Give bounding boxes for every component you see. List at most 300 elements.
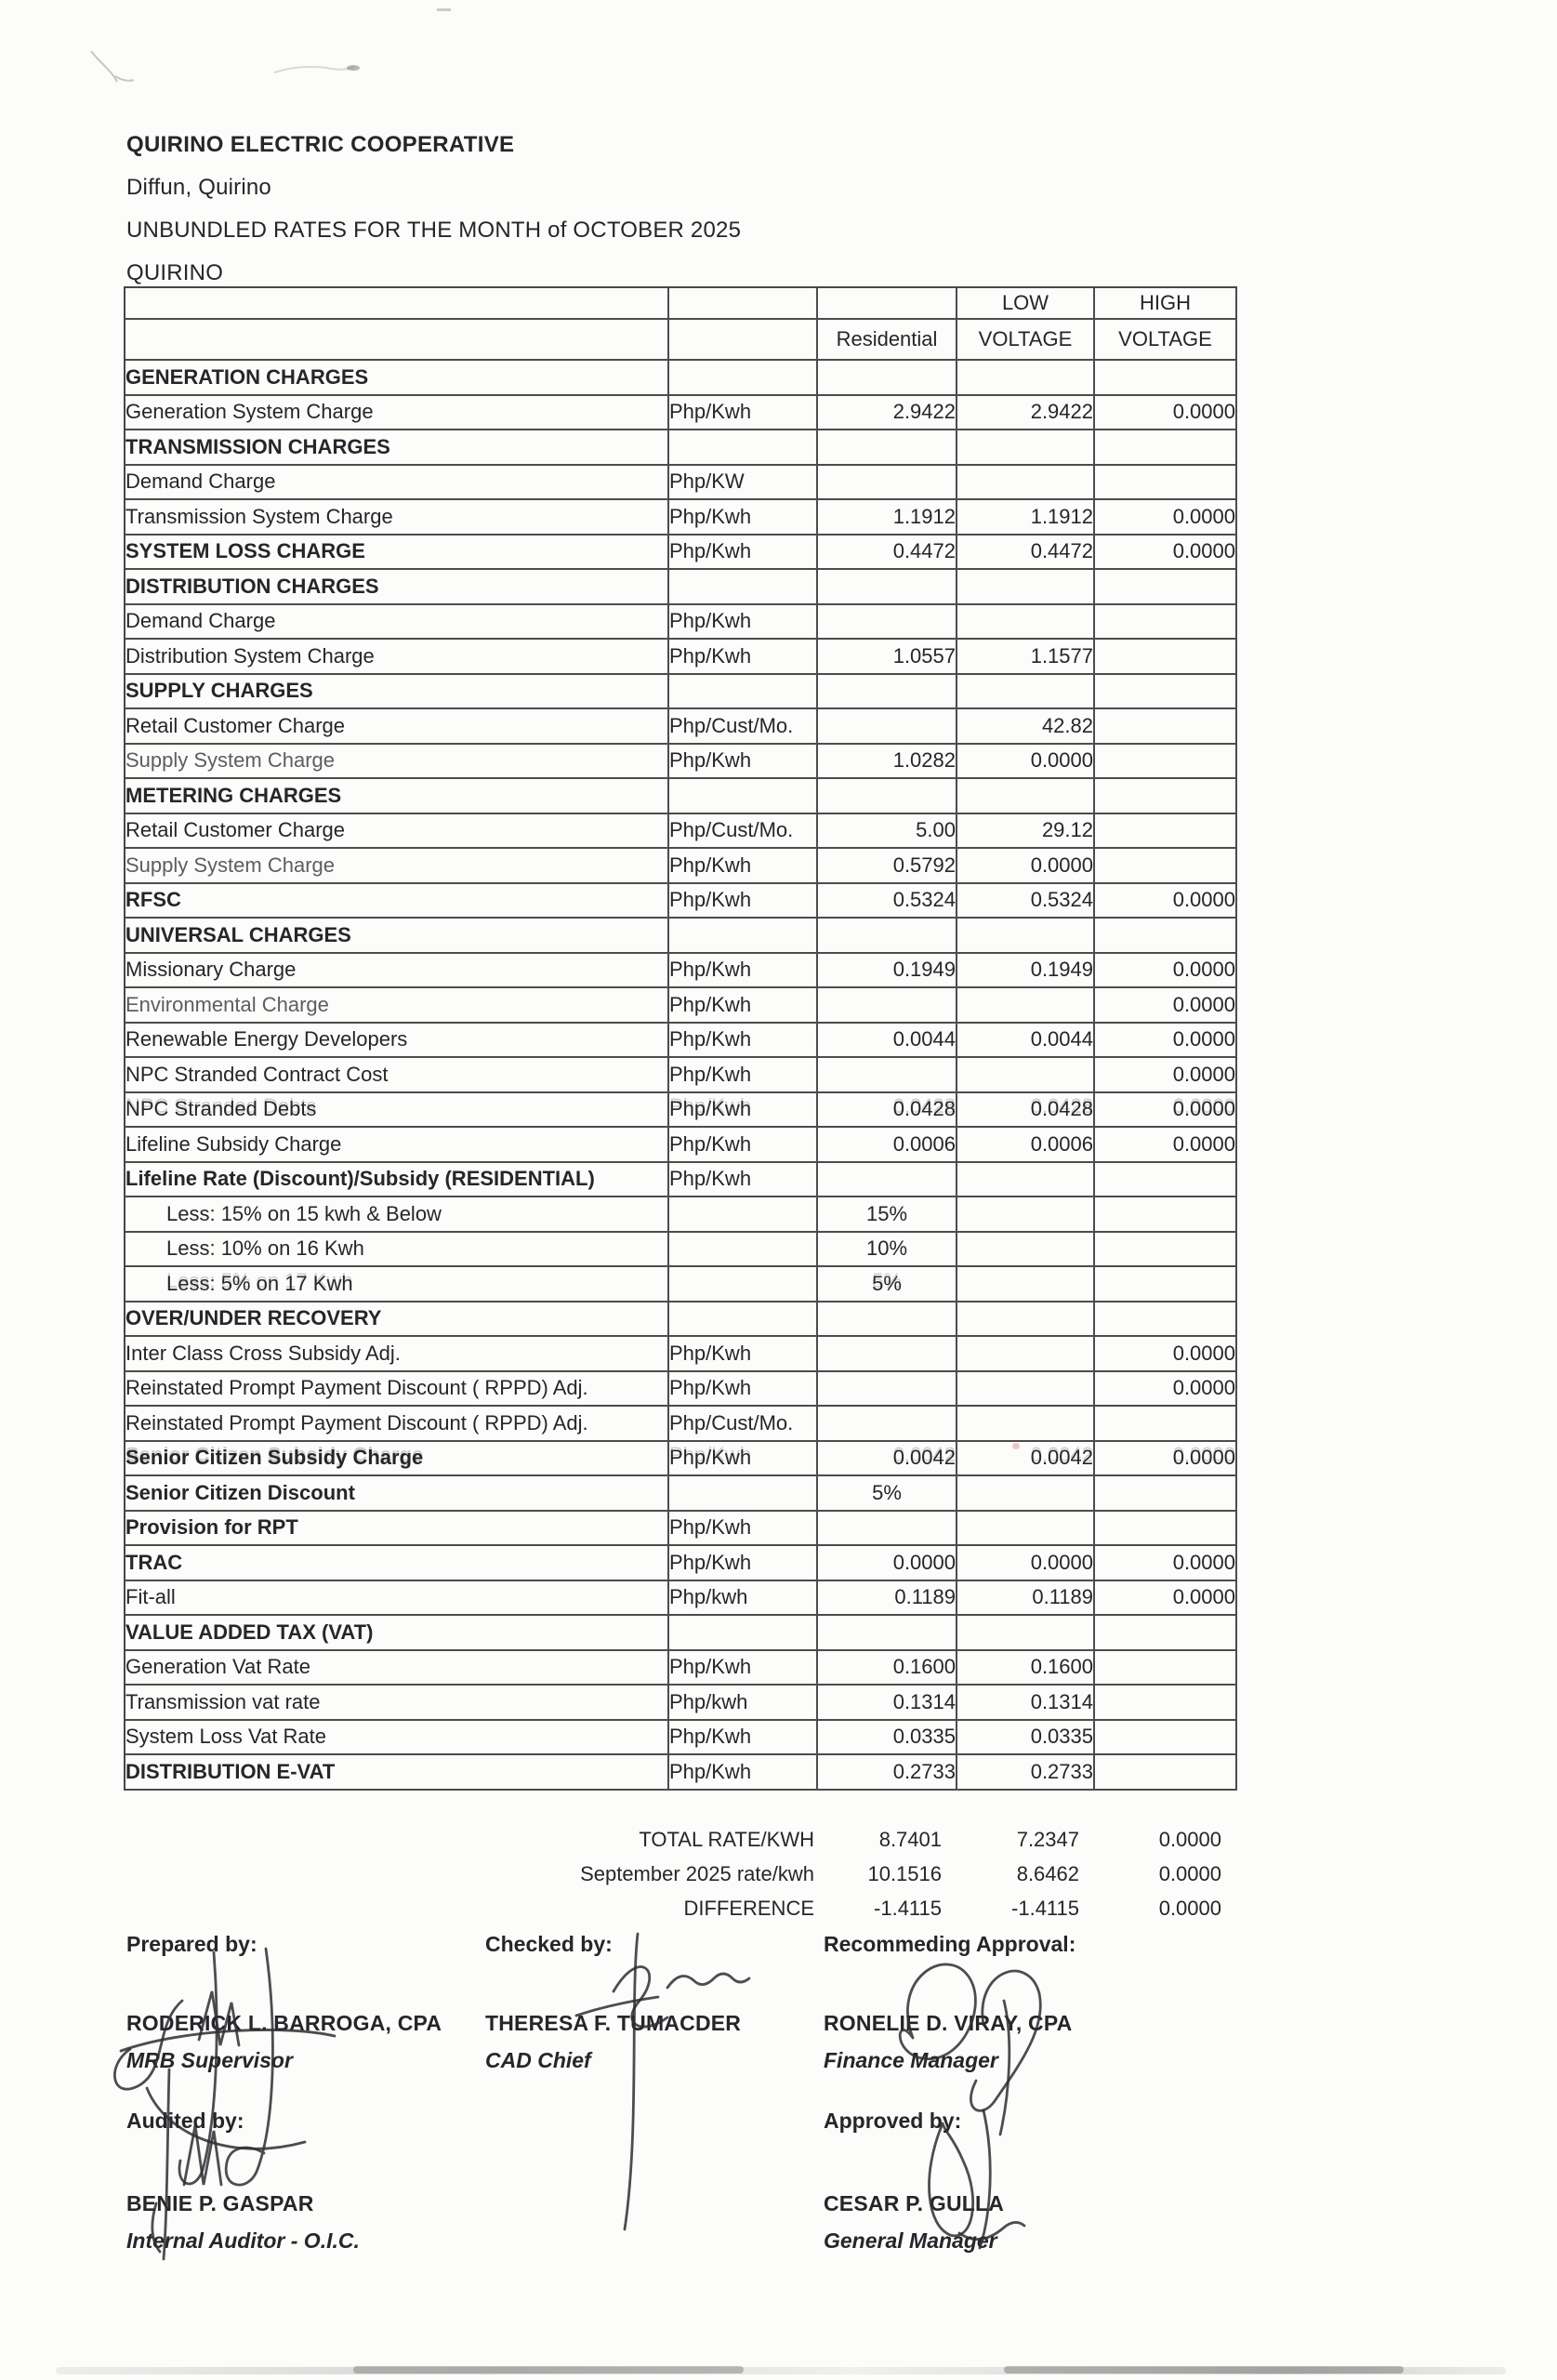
signoff-audited <box>126 2109 517 2254</box>
checked-by-title: CAD Chief <box>485 2048 591 2072</box>
row-low-voltage-value: 0.0042 <box>957 1442 1095 1477</box>
row-low-voltage-value: 0.0428 <box>957 1093 1095 1129</box>
row-low-voltage-value <box>957 1163 1095 1198</box>
row-label: NPC Stranded Debts <box>125 1093 669 1129</box>
row-unit: Php/Kwh <box>669 605 818 641</box>
scan-artifact <box>74 28 409 102</box>
row-unit: Php/Kwh <box>669 1058 818 1093</box>
document-header <box>126 124 741 295</box>
row-label: Provision for RPT <box>125 1512 669 1547</box>
row-residential-value: 0.5324 <box>818 884 957 919</box>
row-high-voltage-value: 0.0000 <box>1095 1058 1237 1093</box>
col-high-voltage-line2: VOLTAGE <box>1095 320 1237 361</box>
summary-label: TOTAL RATE/KWH <box>639 1827 814 1851</box>
table-row <box>125 1651 1237 1686</box>
table-row <box>125 1546 1237 1581</box>
row-unit: Php/Kwh <box>669 500 818 536</box>
row-residential-value <box>818 1512 957 1547</box>
row-label: Retail Customer Charge <box>125 814 669 850</box>
row-unit: Php/Kwh <box>669 1512 818 1547</box>
row-high-voltage-value <box>1095 849 1237 884</box>
table-header-row-1 <box>125 288 1237 320</box>
row-low-voltage-value <box>957 466 1095 501</box>
row-high-voltage-value <box>1095 675 1237 710</box>
row-residential-value: 2.9422 <box>818 396 957 431</box>
scan-edge-bar <box>353 2366 744 2373</box>
table-row <box>125 1686 1237 1721</box>
table-row <box>125 1163 1237 1198</box>
table-row <box>125 814 1237 850</box>
row-high-voltage-value: 0.0000 <box>1095 1372 1237 1408</box>
row-high-voltage-value <box>1095 814 1237 850</box>
audited-by-title: Internal Auditor - O.I.C. <box>126 2228 360 2253</box>
row-unit: Php/Cust/Mo. <box>669 1407 818 1442</box>
row-label: SYSTEM LOSS CHARGE <box>125 536 669 571</box>
row-high-voltage-value <box>1095 1407 1237 1442</box>
summary-high-voltage-value: 0.0000 <box>1158 1827 1221 1851</box>
row-low-voltage-value <box>957 1512 1095 1547</box>
row-high-voltage-value <box>1095 361 1237 396</box>
row-high-voltage-value <box>1095 1267 1237 1302</box>
row-label: Reinstated Prompt Payment Discount ( RPPD) Adj. <box>125 1407 669 1442</box>
row-unit: Php/Kwh <box>669 1337 818 1372</box>
table-row <box>125 1581 1237 1617</box>
row-low-voltage-value <box>957 605 1095 641</box>
row-residential-value <box>818 1058 957 1093</box>
row-label: GENERATION CHARGES <box>125 361 669 396</box>
row-residential-value: 5% <box>818 1267 957 1302</box>
row-label: Transmission System Charge <box>125 500 669 536</box>
row-low-voltage-value <box>957 919 1095 954</box>
col-low-voltage-line1: LOW <box>957 288 1095 320</box>
row-unit: Php/Kwh <box>669 1651 818 1686</box>
summary-block <box>124 1822 1235 1925</box>
row-label: Less: 15% on 15 kwh & Below <box>125 1197 669 1233</box>
row-label: Supply System Charge <box>125 849 669 884</box>
row-unit <box>669 1476 818 1512</box>
row-label: METERING CHARGES <box>125 779 669 814</box>
row-residential-value: 0.2733 <box>818 1755 957 1791</box>
table-row <box>125 1233 1237 1268</box>
table-row <box>125 605 1237 641</box>
row-unit <box>669 779 818 814</box>
summary-low-voltage-value: 7.2347 <box>1016 1827 1079 1851</box>
row-unit: Php/Kwh <box>669 954 818 989</box>
row-unit: Php/Kwh <box>669 745 818 780</box>
summary-label: September 2025 rate/kwh <box>580 1861 814 1885</box>
row-label: OVER/UNDER RECOVERY <box>125 1302 669 1338</box>
header-blank <box>818 288 957 320</box>
row-label: VALUE ADDED TAX (VAT) <box>125 1616 669 1651</box>
recommending-approval-name: RONELIE D. VIRAY, CPA <box>824 2011 1073 2035</box>
summary-label: DIFFERENCE <box>683 1896 814 1920</box>
prepared-by-name: RODERICK L. BARROGA, CPA <box>126 2011 442 2035</box>
scan-artifact <box>437 8 451 11</box>
row-label: Fit-all <box>125 1581 669 1617</box>
row-unit <box>669 430 818 466</box>
header-blank <box>125 320 669 361</box>
rates-table-body <box>125 361 1237 1791</box>
row-label: Inter Class Cross Subsidy Adj. <box>125 1337 669 1372</box>
row-high-voltage-value <box>1095 640 1237 675</box>
summary-high-voltage-value: 0.0000 <box>1158 1896 1221 1920</box>
row-high-voltage-value: 0.0000 <box>1095 500 1237 536</box>
row-high-voltage-value: 0.0000 <box>1095 1546 1237 1581</box>
row-high-voltage-value: 0.0000 <box>1095 536 1237 571</box>
row-residential-value <box>818 361 957 396</box>
row-unit <box>669 1233 818 1268</box>
row-low-voltage-value <box>957 1337 1095 1372</box>
summary-high-voltage-value: 0.0000 <box>1158 1861 1221 1885</box>
row-low-voltage-value <box>957 1058 1095 1093</box>
row-high-voltage-value: 0.0000 <box>1095 1581 1237 1617</box>
row-label: Lifeline Subsidy Charge <box>125 1128 669 1163</box>
row-high-voltage-value: 0.0000 <box>1095 1024 1237 1059</box>
col-high-voltage-line1: HIGH <box>1095 288 1237 320</box>
row-unit <box>669 361 818 396</box>
row-high-voltage-value <box>1095 1755 1237 1791</box>
row-unit: Php/Kwh <box>669 640 818 675</box>
table-row <box>125 1616 1237 1651</box>
row-low-voltage-value <box>957 1233 1095 1268</box>
row-label: Lifeline Rate (Discount)/Subsidy (RESIDENTIAL) <box>125 1163 669 1198</box>
row-low-voltage-value: 0.0335 <box>957 1721 1095 1756</box>
table-row <box>125 709 1237 745</box>
row-high-voltage-value <box>1095 1721 1237 1756</box>
summary-row <box>124 1822 1235 1857</box>
org-name: QUIRINO ELECTRIC COOPERATIVE <box>126 132 515 157</box>
row-low-voltage-value <box>957 1372 1095 1408</box>
row-residential-value <box>818 1616 957 1651</box>
row-residential-value: 0.1314 <box>818 1686 957 1721</box>
row-high-voltage-value <box>1095 745 1237 780</box>
row-residential-value <box>818 675 957 710</box>
row-low-voltage-value: 1.1577 <box>957 640 1095 675</box>
row-residential-value: 0.4472 <box>818 536 957 571</box>
row-high-voltage-value <box>1095 605 1237 641</box>
row-label: RFSC <box>125 884 669 919</box>
summary-low-voltage-value: 8.6462 <box>1016 1861 1079 1885</box>
row-label: Generation System Charge <box>125 396 669 431</box>
table-row <box>125 1128 1237 1163</box>
row-unit: Php/Cust/Mo. <box>669 709 818 745</box>
table-row <box>125 1755 1237 1791</box>
row-label: TRAC <box>125 1546 669 1581</box>
row-label: System Loss Vat Rate <box>125 1721 669 1756</box>
row-unit <box>669 1302 818 1338</box>
row-label: Reinstated Prompt Payment Discount ( RPPD) Adj. <box>125 1372 669 1408</box>
row-label: Less: 10% on 16 Kwh <box>125 1233 669 1268</box>
row-low-voltage-value: 0.1314 <box>957 1686 1095 1721</box>
table-row <box>125 1372 1237 1408</box>
row-unit: Php/Cust/Mo. <box>669 814 818 850</box>
row-label: SUPPLY CHARGES <box>125 675 669 710</box>
row-residential-value: 10% <box>818 1233 957 1268</box>
row-residential-value: 0.0000 <box>818 1546 957 1581</box>
row-unit <box>669 1197 818 1233</box>
row-residential-value: 5% <box>818 1476 957 1512</box>
table-row <box>125 466 1237 501</box>
row-high-voltage-value <box>1095 919 1237 954</box>
row-low-voltage-value <box>957 988 1095 1024</box>
row-low-voltage-value <box>957 430 1095 466</box>
header-blank <box>669 320 818 361</box>
row-residential-value: 5.00 <box>818 814 957 850</box>
signoff-recommending <box>824 1932 1214 2073</box>
checked-by-label: Checked by: <box>485 1932 613 1956</box>
row-low-voltage-value <box>957 361 1095 396</box>
row-residential-value: 0.0044 <box>818 1024 957 1059</box>
row-residential-value <box>818 1163 957 1198</box>
row-residential-value: 0.5792 <box>818 849 957 884</box>
row-label: DISTRIBUTION CHARGES <box>125 570 669 605</box>
row-low-voltage-value: 2.9422 <box>957 396 1095 431</box>
row-label: Transmission vat rate <box>125 1686 669 1721</box>
row-unit: Php/Kwh <box>669 1128 818 1163</box>
row-low-voltage-value: 0.1189 <box>957 1581 1095 1617</box>
table-row <box>125 640 1237 675</box>
row-residential-value: 0.0335 <box>818 1721 957 1756</box>
table-row <box>125 675 1237 710</box>
summary-residential-value: -1.4115 <box>874 1896 942 1920</box>
row-high-voltage-value <box>1095 1686 1237 1721</box>
row-residential-value: 0.0006 <box>818 1128 957 1163</box>
row-low-voltage-value: 0.1600 <box>957 1651 1095 1686</box>
table-row <box>125 779 1237 814</box>
table-row <box>125 1442 1237 1477</box>
table-header-row-2 <box>125 320 1237 361</box>
row-unit: Php/Kwh <box>669 1093 818 1129</box>
row-label: Distribution System Charge <box>125 640 669 675</box>
table-row <box>125 919 1237 954</box>
header-blank <box>669 288 818 320</box>
row-residential-value <box>818 709 957 745</box>
row-unit <box>669 1267 818 1302</box>
row-low-voltage-value: 29.12 <box>957 814 1095 850</box>
row-residential-value <box>818 1302 957 1338</box>
row-residential-value <box>818 466 957 501</box>
table-row <box>125 1512 1237 1547</box>
row-low-voltage-value <box>957 675 1095 710</box>
row-low-voltage-value: 1.1912 <box>957 500 1095 536</box>
table-row <box>125 988 1237 1024</box>
row-residential-value: 0.1949 <box>818 954 957 989</box>
row-high-voltage-value <box>1095 1302 1237 1338</box>
row-residential-value: 0.1189 <box>818 1581 957 1617</box>
header-blank <box>125 288 669 320</box>
row-low-voltage-value <box>957 1302 1095 1338</box>
table-row <box>125 396 1237 431</box>
row-label: Demand Charge <box>125 605 669 641</box>
table-row <box>125 361 1237 396</box>
row-high-voltage-value <box>1095 466 1237 501</box>
table-row <box>125 1721 1237 1756</box>
coverage-area: QUIRINO <box>126 260 224 285</box>
row-unit: Php/Kwh <box>669 396 818 431</box>
row-residential-value: 0.0042 <box>818 1442 957 1477</box>
row-unit: Php/Kwh <box>669 1546 818 1581</box>
signoff-checked <box>485 1932 876 2073</box>
row-high-voltage-value <box>1095 1512 1237 1547</box>
row-high-voltage-value: 0.0000 <box>1095 954 1237 989</box>
signoff-prepared <box>126 1932 517 2073</box>
row-low-voltage-value <box>957 1407 1095 1442</box>
table-row <box>125 1024 1237 1059</box>
row-high-voltage-value: 0.0000 <box>1095 1128 1237 1163</box>
row-label: Demand Charge <box>125 466 669 501</box>
row-unit: Php/kwh <box>669 1686 818 1721</box>
row-label: Missionary Charge <box>125 954 669 989</box>
col-low-voltage-line2: VOLTAGE <box>957 320 1095 361</box>
table-row <box>125 1302 1237 1338</box>
approved-by-title: General Manager <box>824 2228 997 2253</box>
approved-by-label: Approved by: <box>824 2109 962 2133</box>
row-high-voltage-value <box>1095 1197 1237 1233</box>
row-low-voltage-value <box>957 1476 1095 1512</box>
summary-low-voltage-value: -1.4115 <box>1011 1896 1079 1920</box>
table-row <box>125 1093 1237 1129</box>
row-residential-value <box>818 1407 957 1442</box>
prepared-by-title: MRB Supervisor <box>126 2048 293 2072</box>
row-label: Environmental Charge <box>125 988 669 1024</box>
row-unit <box>669 675 818 710</box>
row-residential-value <box>818 430 957 466</box>
row-low-voltage-value: 42.82 <box>957 709 1095 745</box>
row-low-voltage-value: 0.0000 <box>957 1546 1095 1581</box>
row-label: Less: 5% on 17 Kwh <box>125 1267 669 1302</box>
row-low-voltage-value: 0.0000 <box>957 849 1095 884</box>
row-residential-value <box>818 605 957 641</box>
table-row <box>125 536 1237 571</box>
row-label: Senior Citizen Subsidy Charge <box>125 1442 669 1477</box>
row-residential-value: 15% <box>818 1197 957 1233</box>
audited-by-label: Audited by: <box>126 2109 244 2133</box>
table-row <box>125 430 1237 466</box>
row-residential-value <box>818 779 957 814</box>
row-unit: Php/Kwh <box>669 988 818 1024</box>
row-high-voltage-value: 0.0000 <box>1095 988 1237 1024</box>
row-residential-value <box>818 988 957 1024</box>
row-high-voltage-value: 0.0000 <box>1095 884 1237 919</box>
row-low-voltage-value <box>957 570 1095 605</box>
row-low-voltage-value: 0.0044 <box>957 1024 1095 1059</box>
row-high-voltage-value <box>1095 430 1237 466</box>
recommending-approval-title: Finance Manager <box>824 2048 998 2072</box>
table-row <box>125 954 1237 989</box>
row-label: Generation Vat Rate <box>125 1651 669 1686</box>
row-high-voltage-value <box>1095 1163 1237 1198</box>
row-label: Retail Customer Charge <box>125 709 669 745</box>
table-row <box>125 1337 1237 1372</box>
rates-table <box>124 286 1237 1791</box>
table-row <box>125 1267 1237 1302</box>
row-high-voltage-value: 0.0000 <box>1095 396 1237 431</box>
row-low-voltage-value: 0.2733 <box>957 1755 1095 1791</box>
table-row <box>125 849 1237 884</box>
col-residential: Residential <box>818 320 957 361</box>
row-residential-value: 1.0282 <box>818 745 957 780</box>
row-unit <box>669 570 818 605</box>
table-row <box>125 884 1237 919</box>
row-residential-value <box>818 1337 957 1372</box>
row-high-voltage-value <box>1095 570 1237 605</box>
row-label: DISTRIBUTION E-VAT <box>125 1755 669 1791</box>
prepared-by-label: Prepared by: <box>126 1932 257 1956</box>
row-unit: Php/Kwh <box>669 536 818 571</box>
row-unit: Php/Kwh <box>669 1024 818 1059</box>
row-label: NPC Stranded Contract Cost <box>125 1058 669 1093</box>
table-row <box>125 745 1237 780</box>
scan-edge-bar <box>1004 2366 1404 2373</box>
checked-by-name: THERESA F. TUMACDER <box>485 2011 742 2035</box>
summary-residential-value: 8.7401 <box>878 1827 942 1851</box>
row-low-voltage-value: 0.0006 <box>957 1128 1095 1163</box>
table-row <box>125 1407 1237 1442</box>
row-unit: Php/Kwh <box>669 1755 818 1791</box>
row-residential-value: 0.1600 <box>818 1651 957 1686</box>
row-unit: Php/Kwh <box>669 1721 818 1756</box>
row-unit <box>669 1616 818 1651</box>
row-residential-value <box>818 570 957 605</box>
row-low-voltage-value <box>957 779 1095 814</box>
table-row <box>125 1197 1237 1233</box>
row-unit: Php/Kwh <box>669 1372 818 1408</box>
row-label: UNIVERSAL CHARGES <box>125 919 669 954</box>
row-high-voltage-value: 0.0000 <box>1095 1093 1237 1129</box>
document-title: UNBUNDLED RATES FOR THE MONTH of OCTOBER 2025 <box>126 218 742 243</box>
row-unit: Php/Kwh <box>669 849 818 884</box>
table-row <box>125 500 1237 536</box>
recommending-approval-label: Recommeding Approval: <box>824 1932 1076 1956</box>
row-label: Supply System Charge <box>125 745 669 780</box>
row-high-voltage-value: 0.0000 <box>1095 1337 1237 1372</box>
approved-by-name: CESAR P. GULLA <box>824 2191 1005 2215</box>
table-row <box>125 570 1237 605</box>
table-row <box>125 1058 1237 1093</box>
row-high-voltage-value <box>1095 1616 1237 1651</box>
row-low-voltage-value <box>957 1616 1095 1651</box>
row-residential-value: 1.1912 <box>818 500 957 536</box>
row-low-voltage-value <box>957 1267 1095 1302</box>
row-high-voltage-value <box>1095 1476 1237 1512</box>
row-high-voltage-value <box>1095 779 1237 814</box>
row-label: Senior Citizen Discount <box>125 1476 669 1512</box>
row-low-voltage-value: 0.5324 <box>957 884 1095 919</box>
row-unit: Php/KW <box>669 466 818 501</box>
summary-row <box>124 1857 1235 1891</box>
org-address: Diffun, Quirino <box>126 175 271 200</box>
row-high-voltage-value <box>1095 1651 1237 1686</box>
signoff-approved <box>824 2109 1214 2254</box>
summary-row <box>124 1891 1235 1925</box>
row-residential-value <box>818 1372 957 1408</box>
audited-by-name: BENIE P. GASPAR <box>126 2191 314 2215</box>
summary-residential-value: 10.1516 <box>867 1861 942 1885</box>
row-high-voltage-value <box>1095 1233 1237 1268</box>
row-unit: Php/Kwh <box>669 1442 818 1477</box>
row-low-voltage-value: 0.1949 <box>957 954 1095 989</box>
row-label: TRANSMISSION CHARGES <box>125 430 669 466</box>
row-residential-value <box>818 919 957 954</box>
table-row <box>125 1476 1237 1512</box>
row-label: Renewable Energy Developers <box>125 1024 669 1059</box>
row-unit: Php/Kwh <box>669 1163 818 1198</box>
row-high-voltage-value <box>1095 709 1237 745</box>
row-high-voltage-value: 0.0000 <box>1095 1442 1237 1477</box>
row-residential-value: 0.0428 <box>818 1093 957 1129</box>
row-unit <box>669 919 818 954</box>
row-low-voltage-value: 0.4472 <box>957 536 1095 571</box>
